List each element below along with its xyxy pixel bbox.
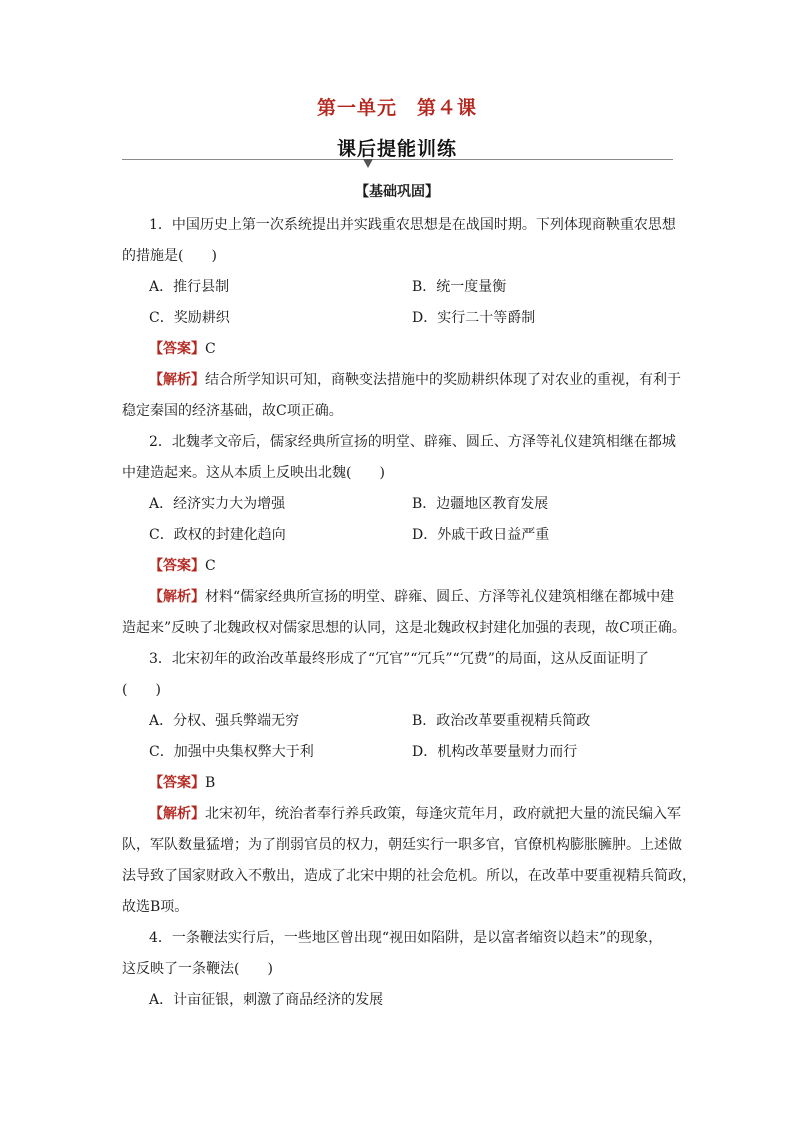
answer-tag: 【答案】 — [149, 341, 205, 357]
option-c: C．政权的封建化趋向 — [149, 527, 286, 543]
answer-value: C — [205, 341, 216, 357]
option-a: A．分权、强兵弊端无穷 — [149, 713, 300, 729]
answer-value: B — [205, 775, 216, 791]
option-b: B．政治改革要重视精兵简政 — [412, 713, 591, 729]
analysis-line — [122, 799, 681, 830]
exercise-subtitle: 课后提能训练 — [336, 138, 457, 160]
analysis-text: 结合所学知识可知，商鞅变法措施中的奖励耕织体现了对农业的重视，有利于 — [205, 372, 681, 388]
question-1 — [122, 210, 681, 427]
analysis-text: 北宋初年，统治者奉行养兵政策，每逢灾荒年月，政府就把大量的流民编入军 — [205, 806, 681, 822]
question-stem: 2．北魏孝文帝后，儒家经典所宣扬的明堂、辟雍、圆丘、方泽等礼仪建筑相继在都城 — [149, 434, 676, 450]
title-divider — [122, 159, 673, 160]
analysis-line — [122, 582, 677, 613]
analysis-text: 造起来”反映了北魏政权对儒家思想的认同，这是北魏政权封建化加强的表现，故C项正确。 — [122, 620, 686, 636]
answer-tag: 【答案】 — [149, 775, 205, 791]
option-b: B．统一度量衡 — [412, 279, 507, 295]
option-a: A．经济实力大为增强 — [149, 496, 286, 512]
option-d: D．外戚干政日益严重 — [412, 527, 550, 543]
question-stem: 4．一条鞭法实行后，一些地区曾出现“视田如陷阱，是以富者缩资以趋末”的现象， — [149, 930, 663, 946]
analysis-text: 材料“儒家经典所宣扬的明堂、辟雍、圆丘、方泽等礼仪建筑相继在都城中建 — [205, 589, 675, 605]
option-d: D．实行二十等爵制 — [412, 310, 536, 326]
option-b: B．边疆地区教育发展 — [412, 496, 549, 512]
option-c: C．加强中央集权弊大于利 — [149, 744, 314, 760]
lesson-title: 第一单元 第４课 — [316, 97, 477, 119]
answer-line — [122, 768, 677, 799]
answer-value: C — [205, 558, 216, 574]
question-stem: 3．北宋初年的政治改革最终形成了“冗官”“冗兵”“冗费”的局面，这从反面证明了 — [149, 651, 649, 667]
question-stem: 中建造起来。这从本质上反映出北魏( ) — [122, 465, 385, 481]
question-4 — [122, 923, 677, 1016]
question-list — [122, 210, 696, 1016]
answer-tag: 【答案】 — [149, 558, 205, 574]
answer-line — [122, 551, 677, 582]
question-stem: 1．中国历史上第一次系统提出并实践重农思想是在战国时期。下列体现商鞅重农思想 — [149, 217, 676, 233]
analysis-text: 稳定秦国的经济基础，故C项正确。 — [122, 403, 343, 419]
option-a: A．推行县制 — [149, 279, 230, 295]
section-heading: 【基础巩固】 — [355, 184, 439, 200]
divider-triangle-icon — [363, 159, 373, 168]
question-stem: 这反映了一条鞭法( ) — [122, 961, 273, 977]
analysis-line — [122, 365, 681, 396]
analysis-text: 法导致了国家财政入不敷出，造成了北宋中期的社会危机。所以，在改革中要重视精兵简政， — [122, 868, 696, 884]
analysis-text: 队，军队数量猛增；为了削弱官员的权力，朝廷实行一职多官，官僚机构膨胀臃肿。上述做 — [122, 837, 682, 853]
option-d: D．机构改革要量财力而行 — [412, 744, 578, 760]
option-c: C．奖励耕织 — [149, 310, 230, 326]
analysis-tag: 【解析】 — [149, 589, 205, 605]
question-stem: 的措施是( ) — [122, 248, 217, 264]
option-a: A．计亩征银，刺激了商品经济的发展 — [149, 992, 384, 1008]
answer-line — [122, 334, 677, 365]
question-stem: ( ) — [122, 682, 161, 698]
analysis-tag: 【解析】 — [149, 806, 205, 822]
analysis-text: 故选B项。 — [122, 899, 189, 915]
question-3 — [122, 644, 696, 923]
question-2 — [122, 427, 686, 644]
analysis-tag: 【解析】 — [149, 372, 205, 388]
